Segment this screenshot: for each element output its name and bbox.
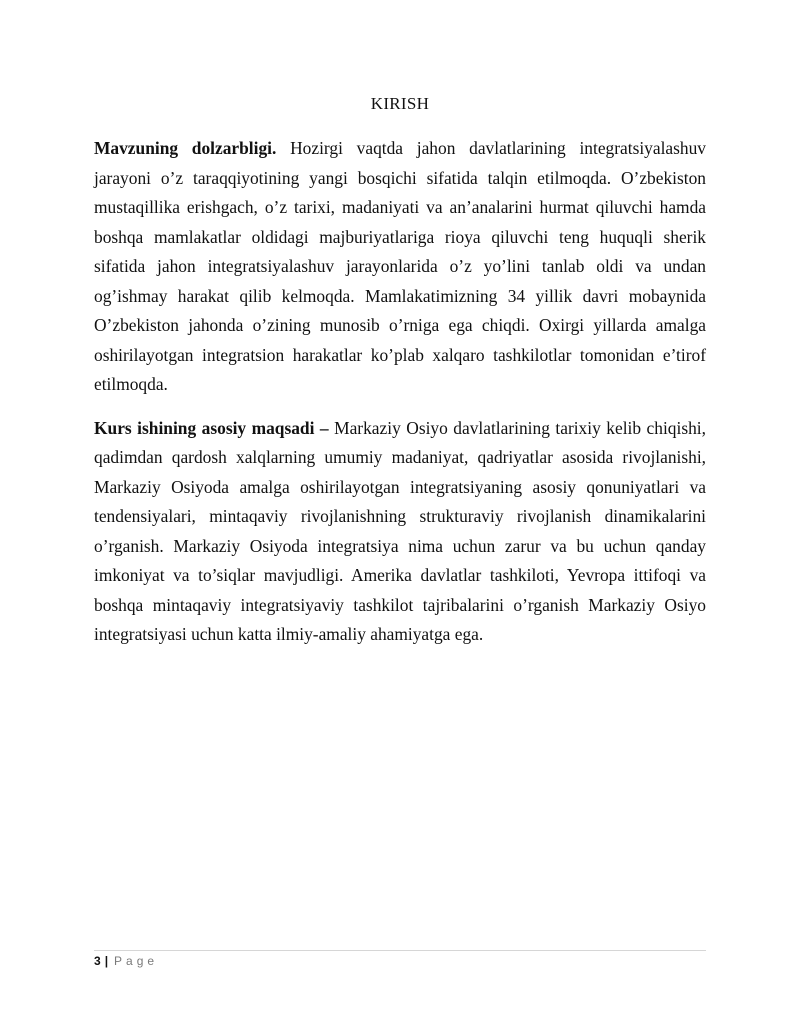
- page-footer: [94, 954, 158, 968]
- paragraph-text: Markaziy Osiyo davlatlarining tarixiy kelib chiqishi, qadimdan qardosh xalqlarning umumiy madaniyat, qadriyatlar asosida rivojlanishi, Markaziy Osiyoda amalga oshirilayotgan integratsiyaning asosiy qonuniyatlari va tendensiyalari, mintaqaviy rivojlanishning strukturaviy rivojlanish dinamikalarini o’rganish. Markaziy Osiyoda integratsiya nima uchun zarur va bu uchun qanday imkoniyat va to’siqlar mavjudligi. Amerika davlatlar tashkiloti, Yevropa ittifoqi va boshqa mintaqaviy integratsiyaviy tashkilot tajribalarini o’rganish Markaziy Osiyo integratsiyasi uchun katta ilmiy-amaliy ahamiyatga ega.: [94, 417, 706, 644]
- footer-divider: [94, 950, 706, 951]
- paragraph-lead: Kurs ishining asosiy maqsadi –: [94, 417, 329, 438]
- document-body: [94, 134, 706, 664]
- paragraph-goal: [94, 414, 706, 650]
- paragraph-text: Hozirgi vaqtda jahon davlatlarining integratsiyalashuv jarayoni o’z taraqqiyotining yangi bosqichi sifatida talqin etilmoqda. O’zbekiston mustaqillika erishgach, o’z tarixi, madaniyati va an’analarini hurmat qiluvchi hamda boshqa mamlakatlar oldidagi majburiyatlariga rioya qiluvchi teng huquqli sherik sifatida jahon integratsiyalashuv jarayonlarida o’z yo’lini tanlab oldi va undan og’ishmay harakat qilib kelmoqda. Mamlakatimizning 34 yillik davri mobaynida O’zbekiston jahonda o’zining munosib o’rniga ega chiqdi. Oxirgi yillarda amalga oshirilayotgan integratsion harakatlar ko’plab xalqaro tashkilotlar tomonidan e’tirof etilmoqda.: [94, 138, 706, 394]
- footer-separator: |: [104, 954, 109, 968]
- section-heading: KIRISH: [370, 94, 430, 113]
- paragraph-relevance: [94, 134, 706, 400]
- paragraph-lead: Mavzuning dolzarbligi.: [94, 138, 277, 158]
- page-label: Page: [114, 954, 159, 968]
- page-number: 3: [94, 954, 101, 968]
